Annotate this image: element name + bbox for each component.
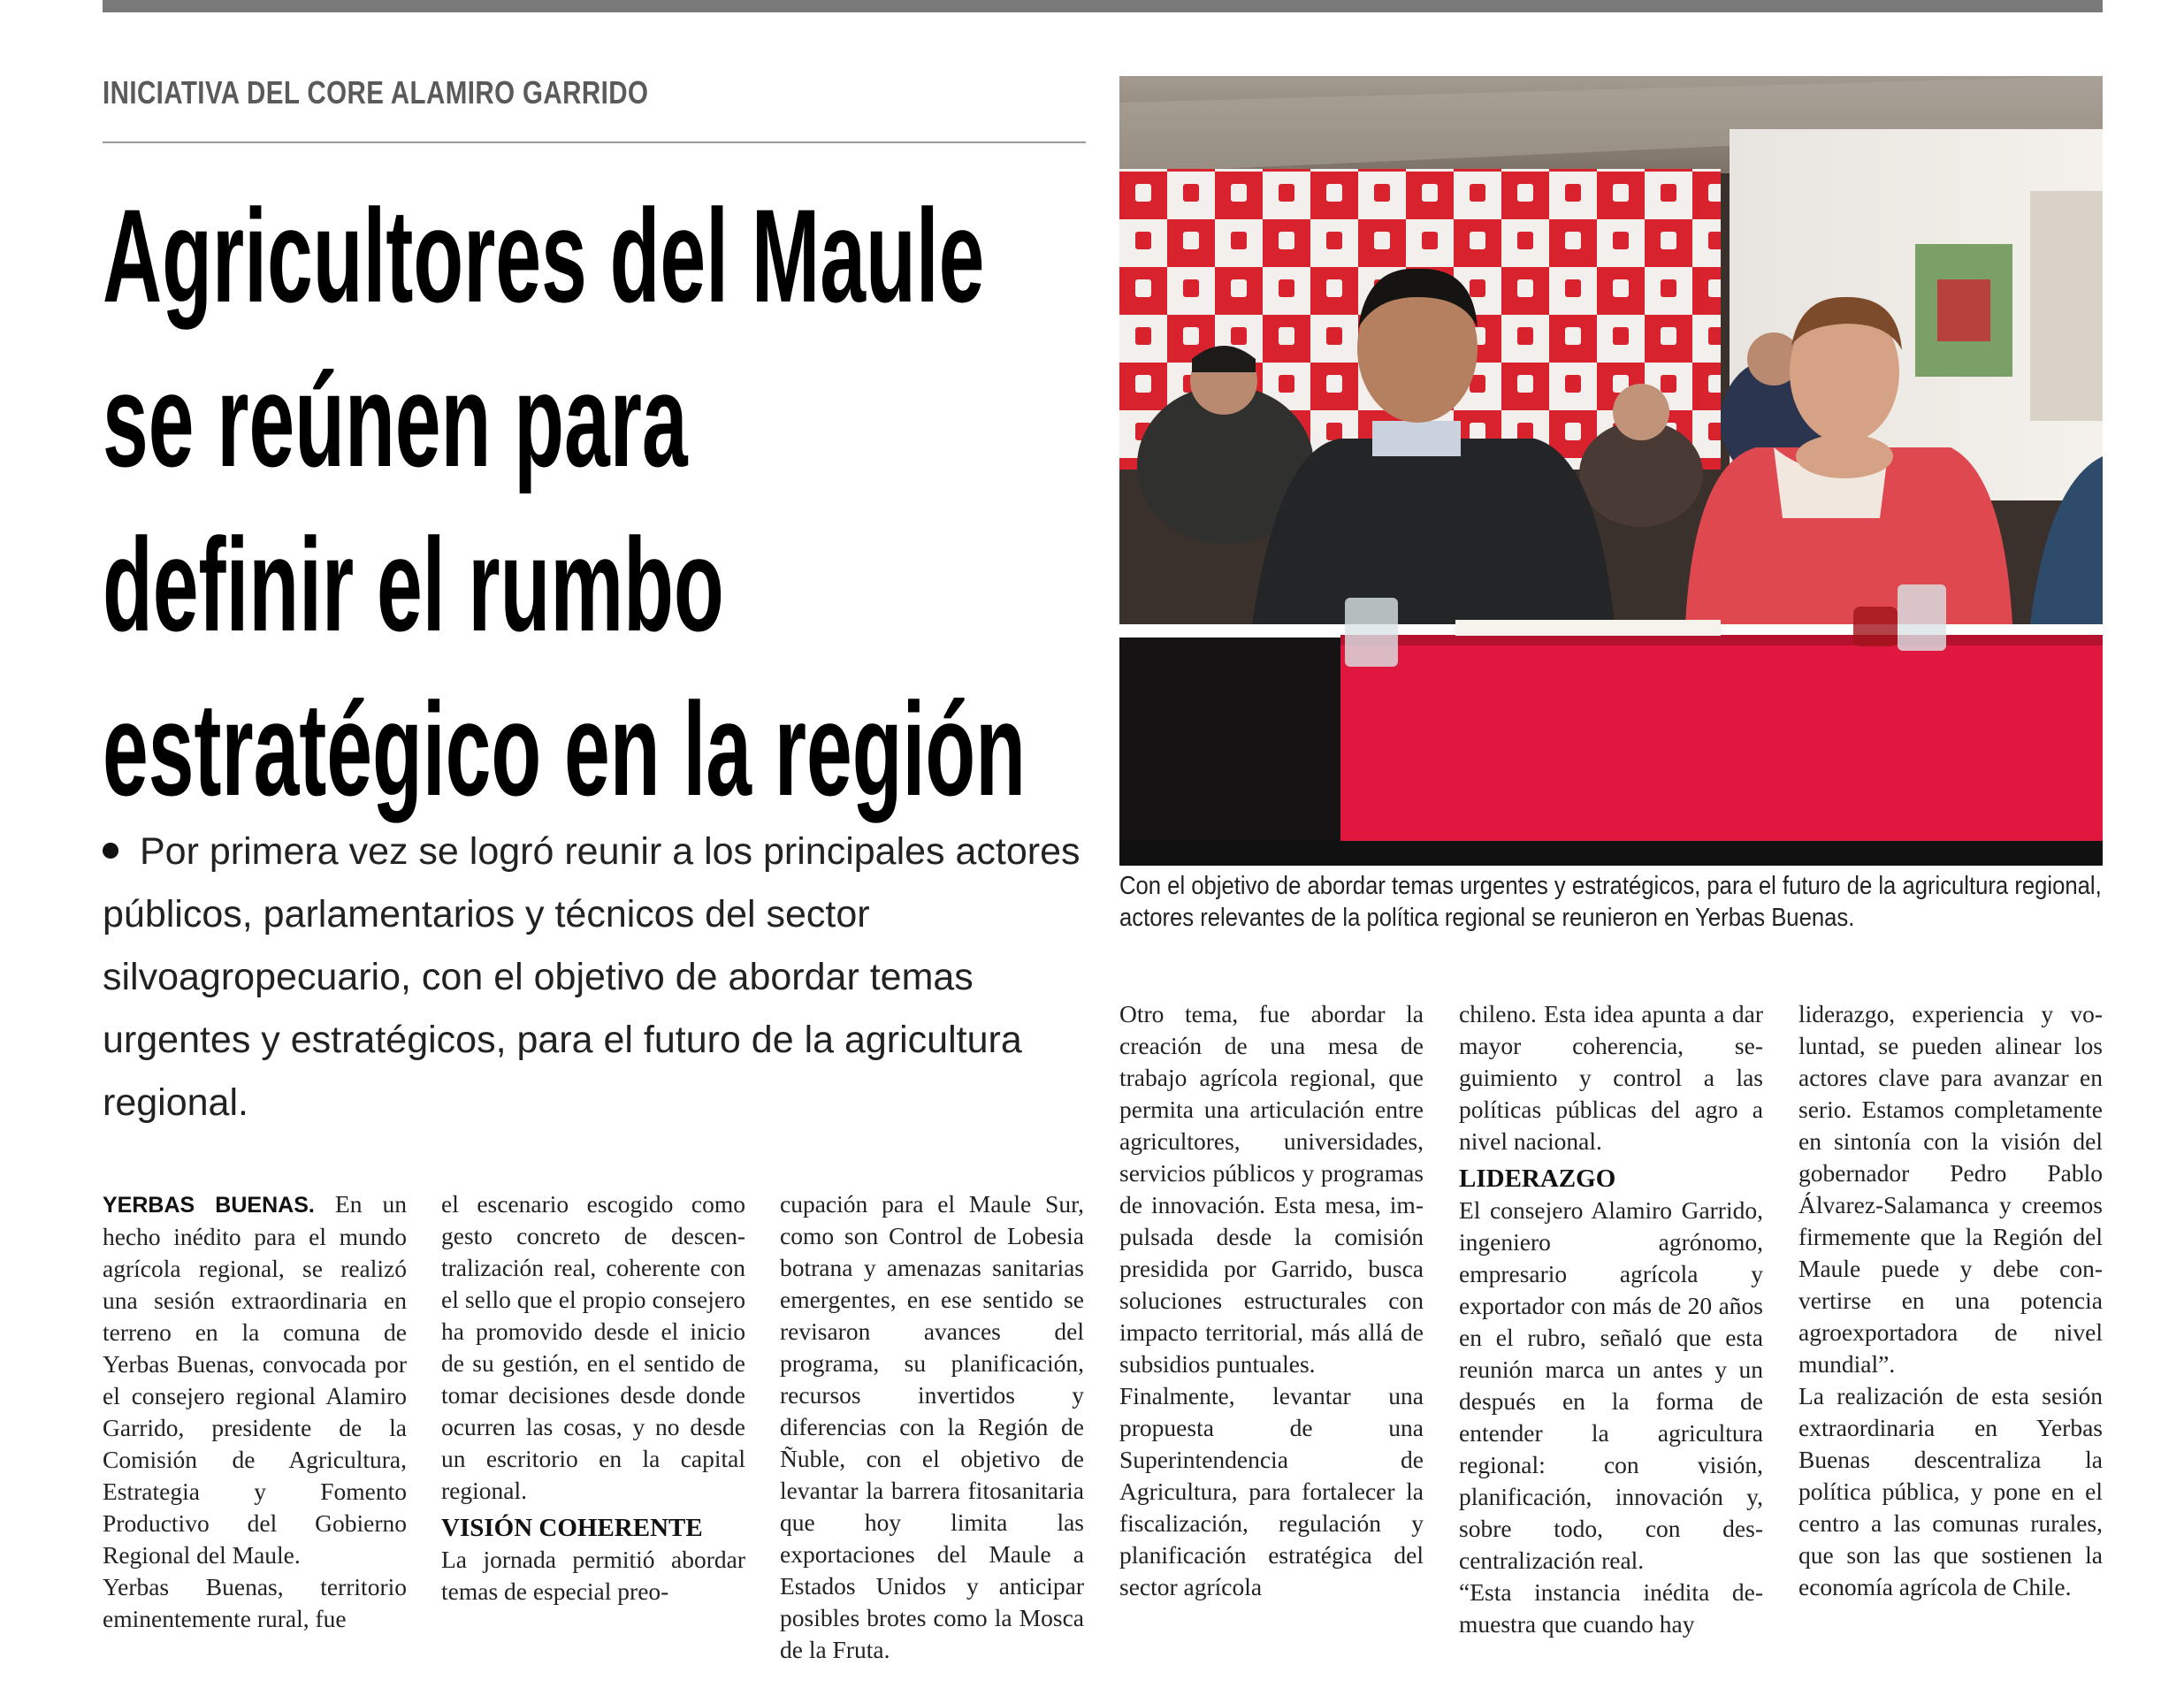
paragraph: liderazgo, experiencia y voluntad, se pueden alinear los actores clave para avanzar en serio. Estamos completamente en sintonía con la visión del gobernador Pedro Pablo Álvarez-Salamanca y creemos firmemente que la Región del Maule puede y debe convertirse en una potencia agroexportadora de nivel mundial”. [1798,1000,2103,1378]
paragraph: Otro tema, fue abordar la creación de una mesa de trabajo agrícola regional, que permita una articulación entre agricultores, universidades, servicios públicos y programas de innovación. Esta mesa, impulsada desde la comisión presidida por Garrido, busca soluciones estructurales con impacto territorial, más allá de subsidios puntuales. [1119,1000,1424,1378]
article-column-1 [103,1188,407,1635]
headline-line-1: Agricultores del Maule [103,181,985,330]
article-column-6 [1798,998,2103,1603]
headline [103,173,1164,831]
paragraph: En un hecho inédito para el mundo agrícola regional, se realizó una sesión extraordinaria en terreno en la comuna de Yerbas Buenas, convocada por el consejero regional Alamiro Garrido, presidente de la Comisión de Agricultura, Estrategia y Fomento Productivo del Gobierno Regional del Maule. [103,1190,407,1569]
paragraph: Finalmente, levantar una propuesta de una Superintendencia de Agricultura, para fortalecer la fiscalización, regulación y planificación estratégica del sector agrícola [1119,1382,1424,1600]
paragraph: chileno. Esta idea apunta a dar mayor coherencia, seguimiento y control a las políticas públicas del agro a nivel nacional. [1459,1000,1763,1155]
lede [103,821,1086,1134]
subhead-vision-coherente: VISIÓN COHERENTE [441,1514,703,1542]
article-photo [1119,76,2103,866]
top-rule [103,0,2103,12]
paragraph: El consejero Alamiro Garrido, ingeniero agrónomo, empresario agrícola y exportador con más de 20 años en el rubro, señaló que esta reunión marca un antes y un después en la forma de entender la agricultura regional: con visión, planificación, innovación y, sobre todo, con descentralización real. [1459,1196,1763,1574]
paragraph: Yerbas Buenas, territorio eminentemente rural, fue [103,1573,407,1632]
paragraph: La jornada permitió abordar temas de especial preo- [441,1546,745,1605]
dateline: YERBAS BUENAS. [103,1193,315,1218]
headline-line-3: definir el rumbo [103,510,724,659]
subhead-liderazgo: LIDERAZGO [1459,1165,1616,1193]
kicker: INICIATIVA DEL CORE ALAMIRO GARRIDO [103,74,1086,143]
paragraph: “Esta instancia inédita demuestra que cuando hay [1459,1578,1763,1638]
article-column-4 [1119,998,1424,1603]
article-column-3 [780,1188,1084,1666]
bullet-icon [103,843,118,859]
photo-caption: Con el objetivo de abordar temas urgentes y estratégicos, para el futuro de la agricultura regional, actores relevantes de la política regional se reunieron en Yerbas Buenas. [1119,872,2102,932]
paragraph: el escenario escogido como gesto concreto de descentralización real, coherente con el sello que el propio consejero ha promovido desde el inicio de su gestión, en el sentido de tomar decisiones desde donde ocurren las cosas, y no desde un escritorio en la capital regional. [441,1190,745,1504]
headline-line-4: estratégico en la región [103,675,1026,823]
article-column-5 [1459,998,1763,1640]
paragraph: cupación para el Maule Sur, como son Control de Lobesia botrana y amenazas sanitarias emergentes, en ese sentido se revisaron avances del programa, su planificación, recursos invertidos y diferencias con la Región de Ñuble, con el objetivo de levantar la barrera fitosanitaria que hoy limita las exportaciones del Maule a Estados Unidos y anticipar posibles brotes como la Mosca de la Fruta. [780,1190,1084,1663]
article-column-2 [441,1188,745,1608]
lede-text: Por primera vez se logró reunir a los principales actores públicos, parlamentarios y técnicos del sector silvoagropecuario, con el objetivo de abordar temas urgentes y estratégicos, para el futuro de la agricultura regional. [103,830,1081,1124]
headline-line-2: se reúnen para [103,346,688,494]
paragraph: La realización de esta sesión extraordinaria en Yerbas Buenas descentraliza la política pública, y pone en el centro a las comunas rurales, que son las que sostienen la economía agrícola de Chile. [1798,1382,2103,1600]
